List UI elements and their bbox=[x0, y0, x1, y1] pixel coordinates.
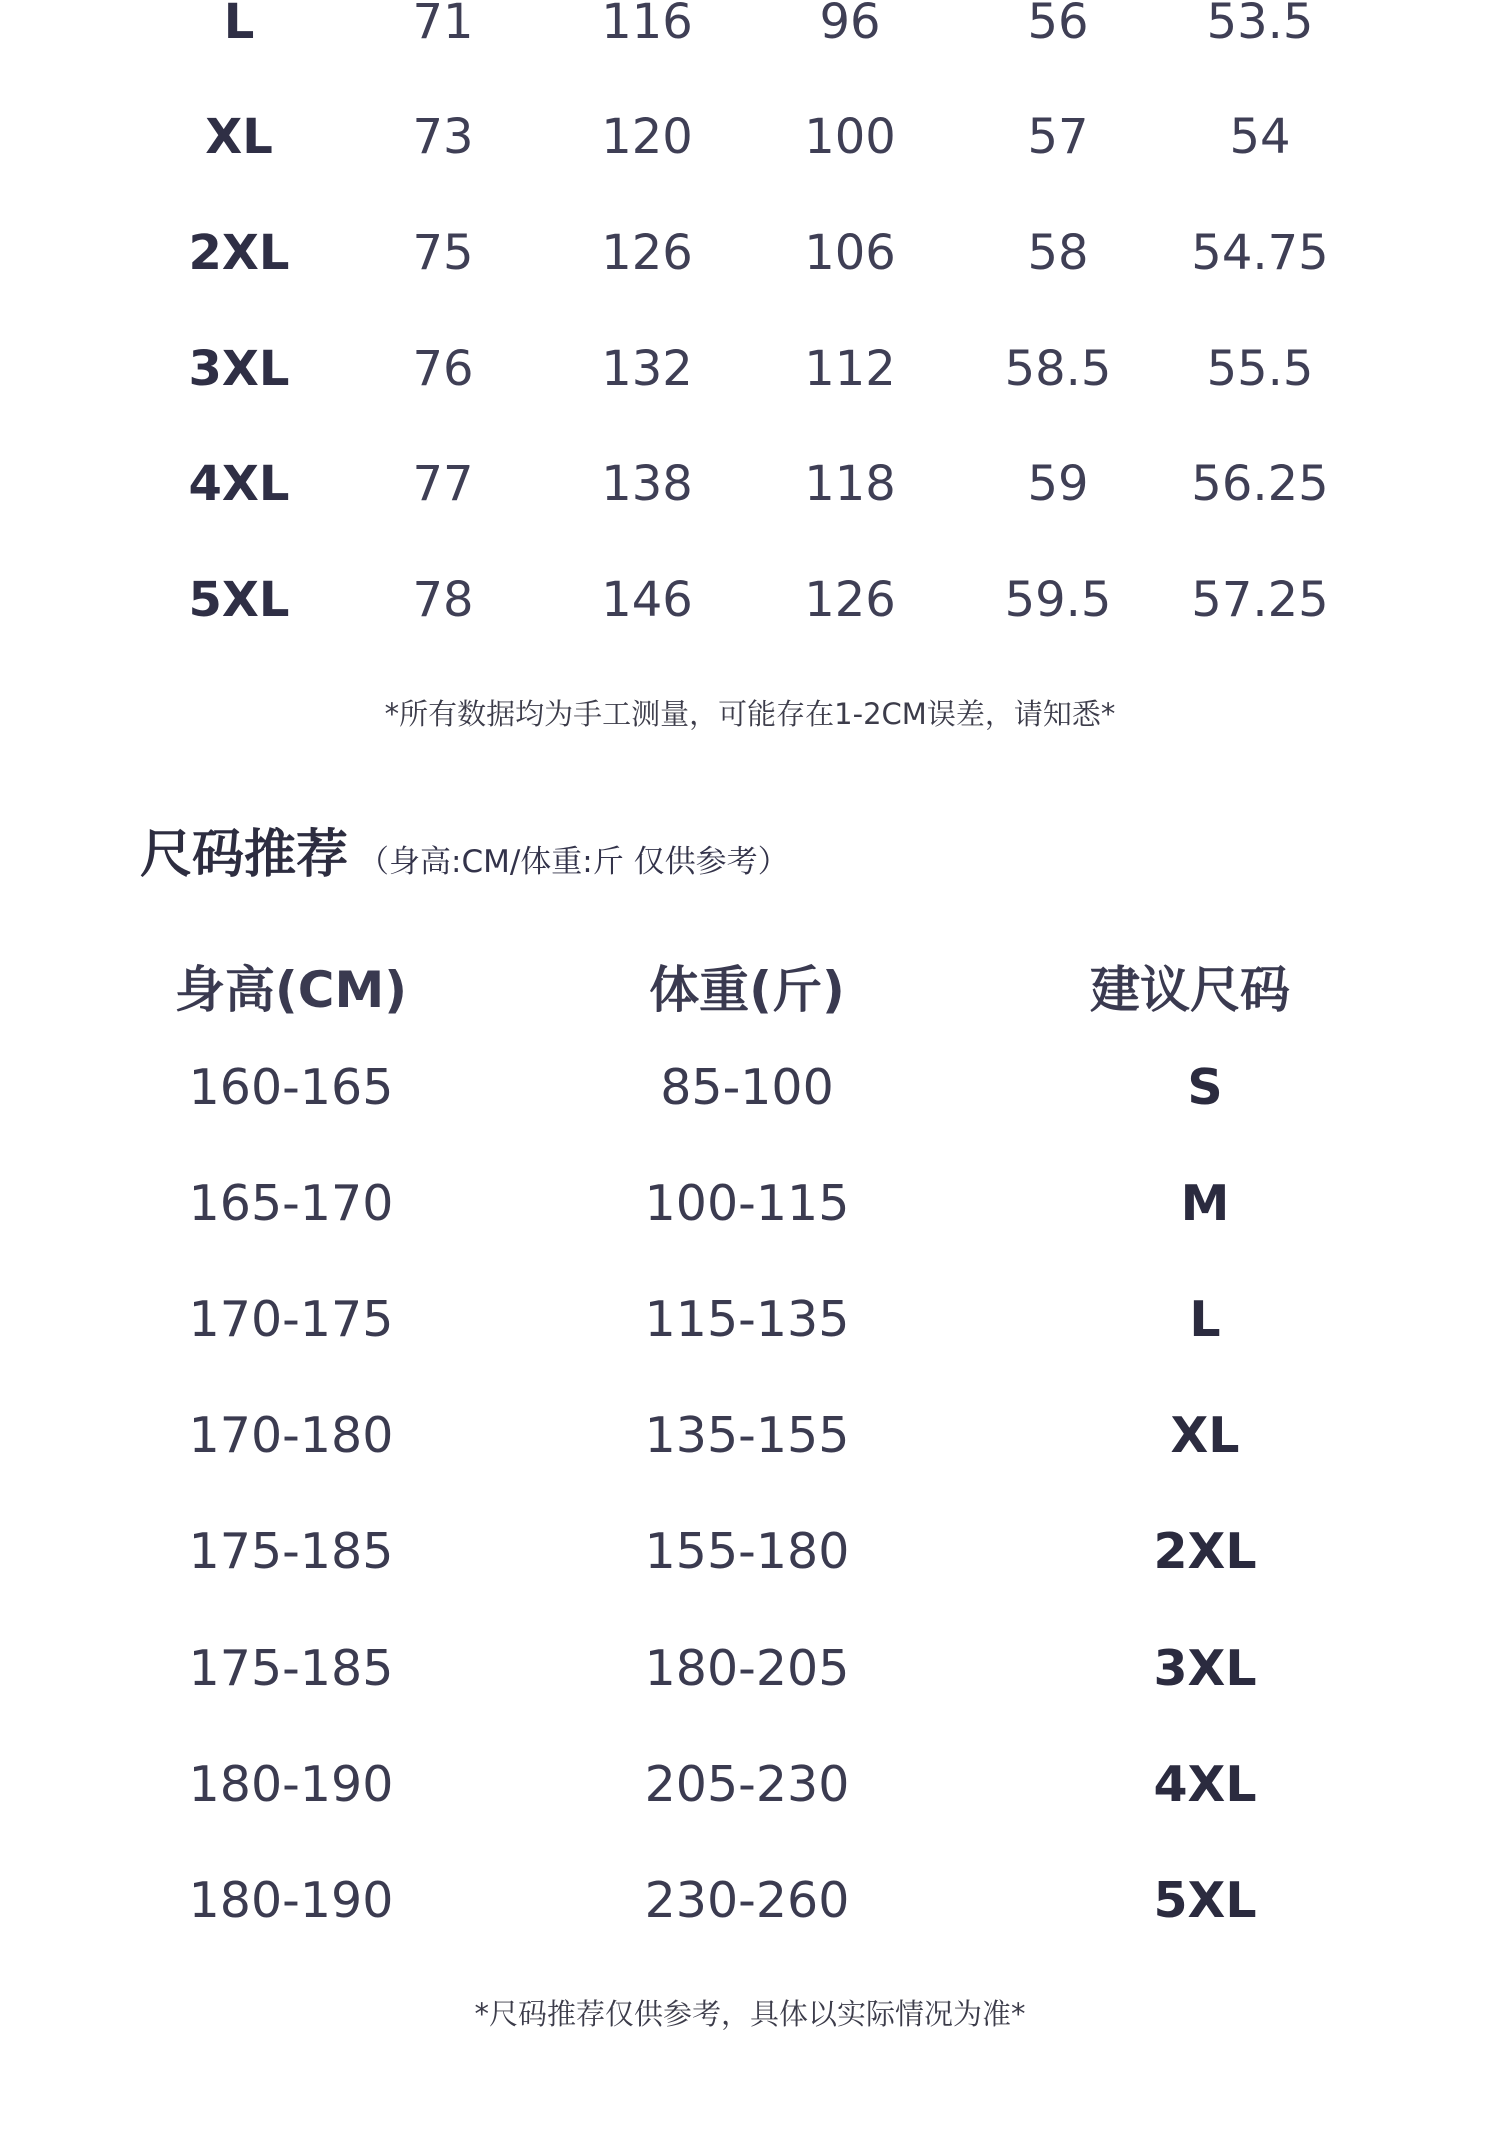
value-cell: 58.5 bbox=[1004, 341, 1112, 397]
size-cell: M bbox=[1180, 1175, 1230, 1232]
table-row bbox=[0, 1871, 1500, 1981]
recommendation-note: *尺码推荐仅供参考，具体以实际情况为准* bbox=[474, 1997, 1026, 2031]
value-cell: 76 bbox=[412, 341, 474, 397]
table-row bbox=[0, 223, 1500, 323]
size-cell: 4XL bbox=[188, 456, 290, 512]
weight-cell: 135-155 bbox=[644, 1407, 850, 1464]
value-cell: 132 bbox=[601, 341, 693, 397]
value-cell: 75 bbox=[412, 225, 474, 281]
table-row bbox=[0, 1290, 1500, 1400]
height-cell: 180-190 bbox=[188, 1872, 394, 1929]
value-cell: 56.25 bbox=[1191, 456, 1329, 512]
size-cell: XL bbox=[205, 109, 273, 165]
value-cell: 59.5 bbox=[1004, 572, 1112, 628]
size-cell: 2XL bbox=[1153, 1523, 1257, 1580]
column-header: 身高(CM) bbox=[174, 961, 408, 1019]
height-cell: 165-170 bbox=[188, 1175, 394, 1232]
table-row bbox=[0, 1522, 1500, 1632]
table-row bbox=[0, 1755, 1500, 1865]
height-cell: 160-165 bbox=[188, 1059, 394, 1116]
weight-cell: 100-115 bbox=[644, 1175, 850, 1232]
height-cell: 180-190 bbox=[188, 1756, 394, 1813]
weight-cell: 85-100 bbox=[660, 1059, 834, 1116]
weight-cell: 115-135 bbox=[644, 1291, 850, 1348]
table-row bbox=[0, 1639, 1500, 1749]
column-header: 体重(斤) bbox=[649, 961, 845, 1019]
table-row bbox=[0, 1406, 1500, 1516]
value-cell: 106 bbox=[804, 225, 896, 281]
size-cell: L bbox=[223, 0, 255, 50]
section-title-text: 尺码推荐 bbox=[140, 825, 349, 885]
height-cell: 175-185 bbox=[188, 1523, 394, 1580]
table-row bbox=[0, 1174, 1500, 1284]
size-cell: 3XL bbox=[1153, 1640, 1257, 1697]
height-cell: 175-185 bbox=[188, 1640, 394, 1697]
size-cell: S bbox=[1187, 1059, 1223, 1116]
size-cell: L bbox=[1189, 1291, 1221, 1348]
column-header: 建议尺码 bbox=[1090, 961, 1290, 1019]
value-cell: 118 bbox=[804, 456, 896, 512]
height-cell: 170-180 bbox=[188, 1407, 394, 1464]
table-row bbox=[0, 1058, 1500, 1168]
value-cell: 100 bbox=[804, 109, 896, 165]
value-cell: 59 bbox=[1027, 456, 1089, 512]
table-row bbox=[0, 0, 1500, 92]
value-cell: 58 bbox=[1027, 225, 1089, 281]
weight-cell: 230-260 bbox=[644, 1872, 850, 1929]
value-cell: 54 bbox=[1229, 109, 1291, 165]
value-cell: 120 bbox=[601, 109, 693, 165]
size-cell: 5XL bbox=[188, 572, 290, 628]
weight-cell: 155-180 bbox=[644, 1523, 850, 1580]
value-cell: 126 bbox=[601, 225, 693, 281]
size-cell: 5XL bbox=[1153, 1872, 1257, 1929]
value-cell: 146 bbox=[601, 572, 693, 628]
weight-cell: 205-230 bbox=[644, 1756, 850, 1813]
size-cell: 4XL bbox=[1153, 1756, 1257, 1813]
weight-cell: 180-205 bbox=[644, 1640, 850, 1697]
value-cell: 126 bbox=[804, 572, 896, 628]
value-cell: 57.25 bbox=[1191, 572, 1329, 628]
size-cell: 2XL bbox=[188, 225, 290, 281]
value-cell: 53.5 bbox=[1206, 0, 1314, 50]
table-row bbox=[0, 454, 1500, 554]
value-cell: 54.75 bbox=[1191, 225, 1329, 281]
value-cell: 71 bbox=[412, 0, 474, 50]
table-row bbox=[0, 107, 1500, 207]
value-cell: 138 bbox=[601, 456, 693, 512]
section-subtitle: （身高:CM/体重:斤 仅供参考） bbox=[358, 844, 789, 880]
value-cell: 112 bbox=[804, 341, 896, 397]
value-cell: 77 bbox=[412, 456, 474, 512]
section-title bbox=[140, 812, 789, 887]
value-cell: 56 bbox=[1027, 0, 1089, 50]
table-row bbox=[0, 570, 1500, 670]
value-cell: 78 bbox=[412, 572, 474, 628]
value-cell: 116 bbox=[601, 0, 693, 50]
value-cell: 55.5 bbox=[1206, 341, 1314, 397]
size-cell: 3XL bbox=[188, 341, 290, 397]
size-cell: XL bbox=[1170, 1407, 1240, 1464]
height-cell: 170-175 bbox=[188, 1291, 394, 1348]
value-cell: 57 bbox=[1027, 109, 1089, 165]
value-cell: 73 bbox=[412, 109, 474, 165]
measurement-note: *所有数据均为手工测量，可能存在1-2CM误差，请知悉* bbox=[384, 697, 1116, 731]
value-cell: 96 bbox=[819, 0, 881, 50]
table-row bbox=[0, 339, 1500, 439]
